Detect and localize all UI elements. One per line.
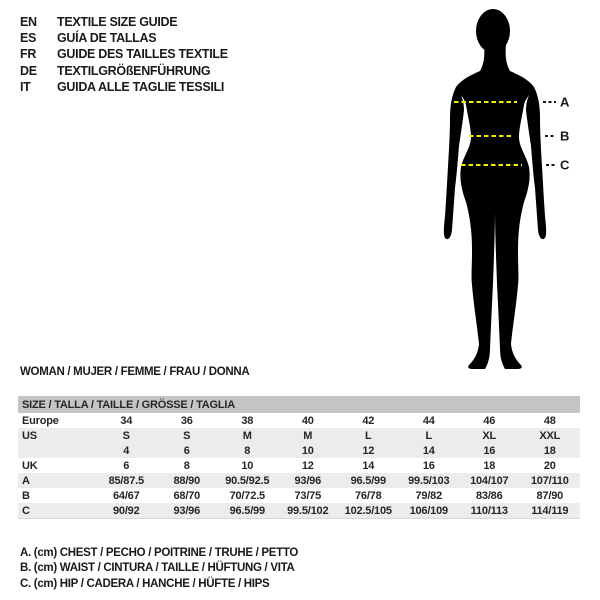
size-cell: 8 <box>217 443 278 458</box>
row-label: C <box>18 503 96 518</box>
language-row-de <box>20 63 228 79</box>
language-label: GUIDE DES TAILLES TEXTILE <box>57 47 228 62</box>
size-cell: 34 <box>120 414 133 427</box>
size-cell: 48 <box>543 414 556 427</box>
size-cell: 104/107 <box>459 473 520 488</box>
language-code: ES <box>20 31 37 46</box>
table-row-waist-b <box>18 488 580 503</box>
size-cell: 99.5/103 <box>399 473 460 488</box>
silhouette-right-arm <box>526 87 546 239</box>
section-title: WOMAN / MUJER / FEMME / FRAU / DONNA <box>20 366 250 378</box>
size-cell: L <box>338 428 399 443</box>
size-cell: 99.5/102 <box>278 503 339 518</box>
size-cell: 18 <box>483 459 496 472</box>
size-table-container <box>18 396 580 519</box>
size-table-header: SIZE / TALLA / TAILLE / GRÖSSE / TAGLIA <box>18 396 580 413</box>
size-cell: 14 <box>362 459 375 472</box>
size-cell: 93/96 <box>278 473 339 488</box>
size-cell: S <box>157 428 218 443</box>
size-cell: 73/75 <box>294 489 322 502</box>
language-label: GUIDA ALLE TAGLIE TESSILI <box>57 79 225 94</box>
row-label: A <box>18 473 96 488</box>
size-cell: 42 <box>362 414 375 427</box>
size-cell: 88/90 <box>157 473 218 488</box>
language-row-es <box>20 30 228 46</box>
size-cell: 93/96 <box>157 503 218 518</box>
legend-line-waist: B. (cm) WAIST / CINTURA / TAILLE / HÜFTUNG / VITA <box>20 562 295 575</box>
size-cell: 107/110 <box>520 473 581 488</box>
size-cell: 96.5/99 <box>338 473 399 488</box>
size-cell: 90/92 <box>96 503 157 518</box>
table-row-chest-a <box>18 473 580 488</box>
size-cell: 6 <box>157 443 218 458</box>
legend-line-hip: C. (cm) HIP / CADERA / HANCHE / HÜFTE / HIPS <box>20 577 270 590</box>
legend-line-chest: A. (cm) CHEST / PECHO / POITRINE / TRUHE / PETTO <box>20 547 299 559</box>
size-cell: XXL <box>520 428 581 443</box>
row-label: Europe <box>22 414 59 427</box>
size-cell: 10 <box>241 459 254 472</box>
size-cell: 68/70 <box>173 489 201 502</box>
measurement-legend <box>20 546 298 592</box>
size-cell: 110/113 <box>459 503 520 518</box>
size-cell: S <box>96 428 157 443</box>
silhouette-left-arm <box>444 87 464 239</box>
size-table-header-row <box>18 396 580 413</box>
woman-silhouette-svg <box>410 4 582 376</box>
size-cell: 12 <box>338 443 399 458</box>
size-cell: 76/78 <box>354 489 382 502</box>
size-cell: 36 <box>180 414 193 427</box>
language-label: TEXTILE SIZE GUIDE <box>57 15 178 29</box>
row-label: B <box>22 489 30 502</box>
size-cell: 96.5/99 <box>217 503 278 518</box>
language-row-it <box>20 79 228 95</box>
table-row-us <box>18 428 580 443</box>
row-label <box>18 443 96 458</box>
size-cell: 46 <box>483 414 496 427</box>
table-row-hip-c <box>18 503 580 518</box>
size-cell: 114/119 <box>520 503 581 518</box>
row-label: UK <box>22 459 38 472</box>
chest-label: A <box>560 94 570 110</box>
size-cell: 64/67 <box>112 489 140 502</box>
size-cell: 14 <box>399 443 460 458</box>
size-cell: 8 <box>183 459 190 472</box>
size-table <box>18 396 580 518</box>
woman-figure <box>410 4 582 376</box>
size-cell: 16 <box>459 443 520 458</box>
language-label: GUÍA DE TALLAS <box>57 31 157 46</box>
size-cell: 102.5/105 <box>338 503 399 518</box>
size-cell: 6 <box>123 459 130 472</box>
size-cell: 87/90 <box>536 489 564 502</box>
size-cell: 83/86 <box>475 489 503 502</box>
size-cell: 16 <box>422 459 435 472</box>
waist-label: B <box>560 128 570 144</box>
size-cell: 44 <box>422 414 435 427</box>
size-cell: 20 <box>543 459 556 472</box>
language-code: DE <box>20 63 37 78</box>
hip-label: C <box>560 157 570 173</box>
size-cell: 4 <box>96 443 157 458</box>
size-cell: 18 <box>520 443 581 458</box>
silhouette-body <box>456 44 534 369</box>
table-row-uk <box>18 458 580 473</box>
size-cell: M <box>217 428 278 443</box>
size-cell: XL <box>459 428 520 443</box>
language-list <box>20 14 228 95</box>
size-cell: 79/82 <box>415 489 443 502</box>
language-row-en <box>20 14 228 30</box>
table-row-europe <box>18 413 580 428</box>
size-cell: 106/109 <box>399 503 460 518</box>
language-row-fr <box>20 46 228 62</box>
language-code: FR <box>20 47 37 62</box>
size-cell: 90.5/92.5 <box>217 473 278 488</box>
size-cell: 10 <box>278 443 339 458</box>
size-cell: 12 <box>301 459 314 472</box>
size-cell: 38 <box>241 414 254 427</box>
size-cell: M <box>278 428 339 443</box>
size-cell: L <box>399 428 460 443</box>
size-cell: 40 <box>301 414 314 427</box>
language-label: TEXTILGRÖßENFÜHRUNG <box>57 63 211 78</box>
language-code: EN <box>20 15 37 29</box>
size-cell: 85/87.5 <box>96 473 157 488</box>
row-label: US <box>18 428 96 443</box>
table-row-us-numeric <box>18 443 580 458</box>
size-cell: 70/72.5 <box>229 489 265 502</box>
language-code: IT <box>20 79 31 94</box>
